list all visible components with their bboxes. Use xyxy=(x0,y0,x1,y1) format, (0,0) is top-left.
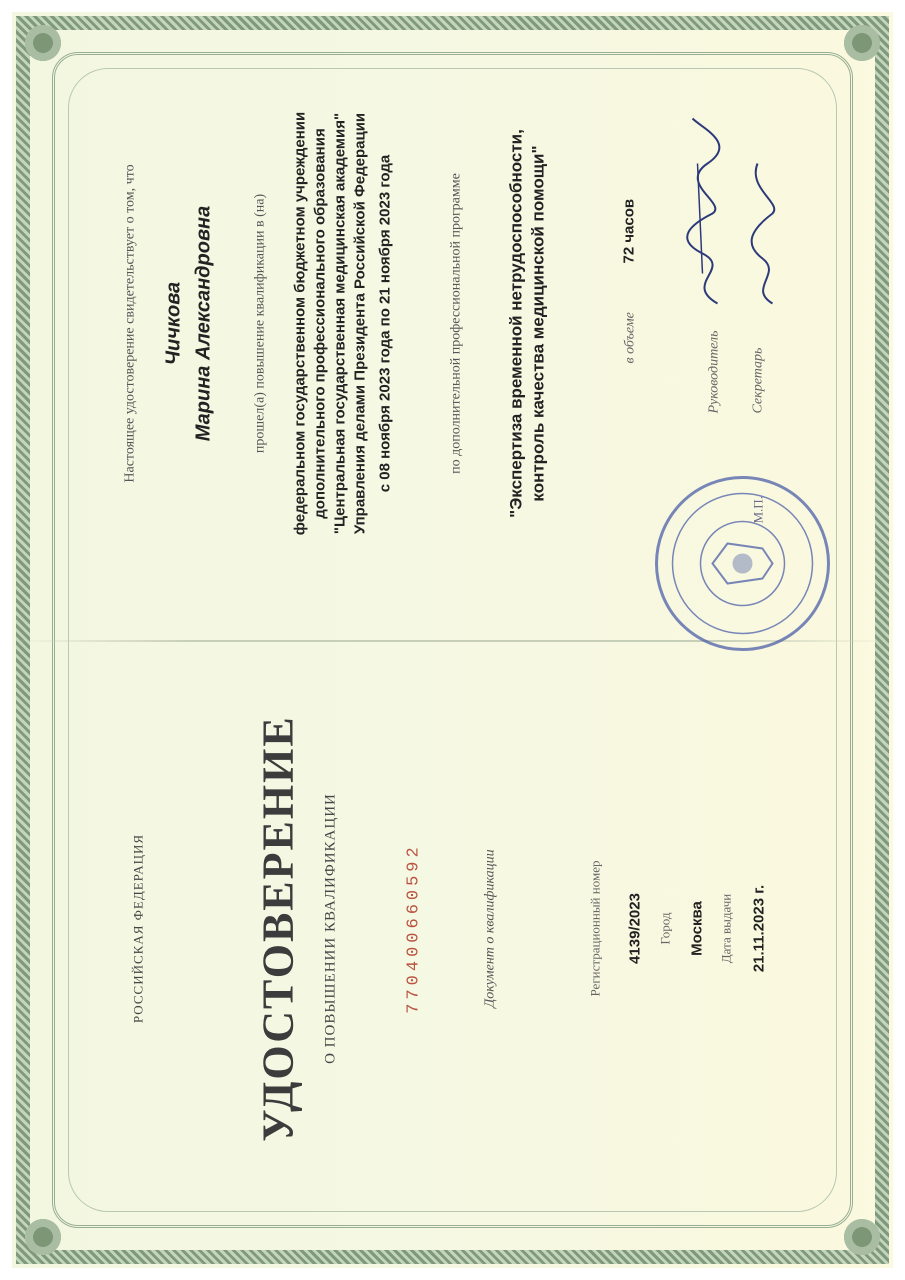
holder-surname: Чичкова xyxy=(162,281,184,365)
city-label: Город xyxy=(657,911,672,945)
secretary-signature xyxy=(737,158,787,308)
head-signature xyxy=(672,113,742,313)
organization-line: федеральном государственном бюджетном учреждении xyxy=(291,111,308,535)
volume-label: в объеме xyxy=(622,311,637,363)
program-intro: по дополнительной профессиональной программе xyxy=(448,172,463,474)
issue-date: 21.11.2023 г. xyxy=(750,884,767,972)
issue-date-label: Дата выдачи xyxy=(718,893,733,963)
passed-training-text: прошел(а) повышение квалификации в (на) xyxy=(252,193,267,453)
program-title-line: "Экспертиза временной нетрудоспособности, xyxy=(506,128,525,518)
holder-given-names: Марина Александровна xyxy=(192,205,214,441)
stamp-place-mark: М.П. xyxy=(750,495,765,523)
official-seal-stamp xyxy=(652,473,832,653)
document-title: УДОСТОВЕРЕНИЕ xyxy=(253,714,302,1142)
certificate-document xyxy=(12,12,893,1268)
organization-line: "Центральная государственная медицинская академия" xyxy=(331,112,348,534)
secretary-signature-label: Секретарь xyxy=(750,347,765,413)
rotated-content xyxy=(12,12,893,1268)
volume-value: 72 часов xyxy=(620,198,637,263)
organization-line: дополнительного профессионального образования xyxy=(311,127,328,519)
certificate-intro: Настоящее удостоверение свидетельствует о том, что xyxy=(122,163,137,483)
document-kind: Документ о квалификации xyxy=(482,848,497,1008)
registration-number-label: Регистрационный номер xyxy=(587,860,602,996)
training-period: с 08 ноября 2023 года по 21 ноября 2023 года xyxy=(376,154,393,492)
program-title-line: контроль качества медицинской помощи" xyxy=(528,144,547,502)
organization-line: Управления делами Президента Российской Федерации xyxy=(351,112,368,534)
serial-number: 770400660592 xyxy=(404,842,423,1014)
registration-number: 4139/2023 xyxy=(626,892,643,964)
document-subtitle: О ПОВЫШЕНИИ КВАЛИФИКАЦИИ xyxy=(322,792,338,1064)
city-value: Москва xyxy=(688,900,705,956)
head-signature-label: Руководитель xyxy=(706,329,721,413)
country-heading: РОССИЙСКАЯ ФЕДЕРАЦИЯ xyxy=(130,833,145,1023)
